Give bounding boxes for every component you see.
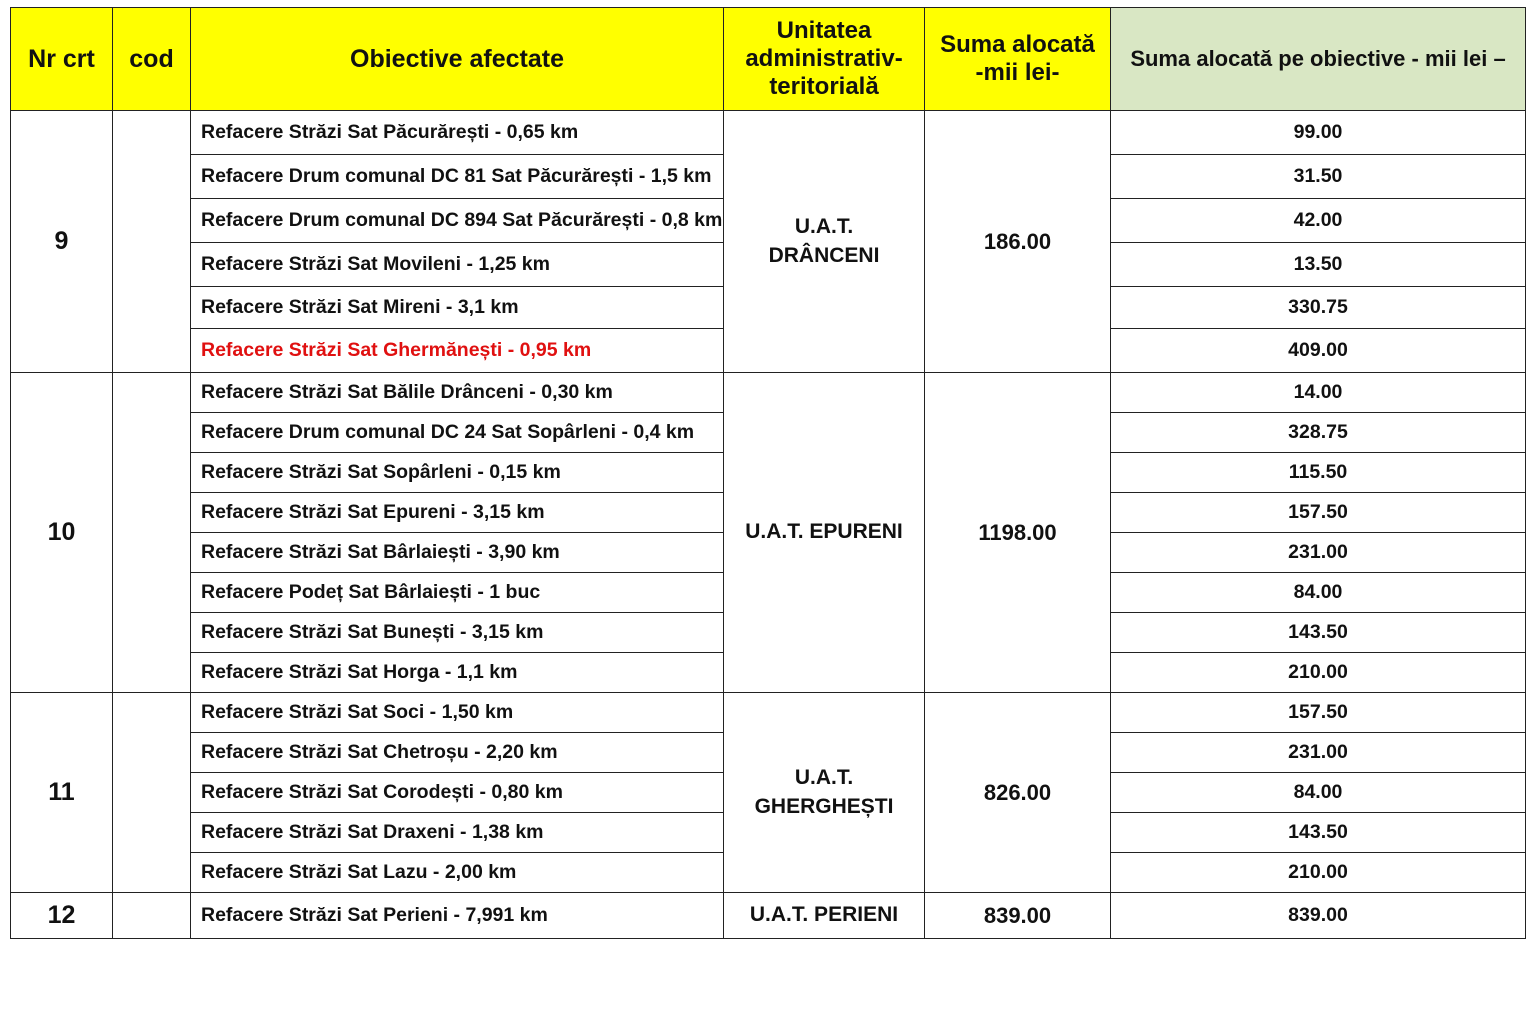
- amount-cell: 157.50: [1111, 493, 1526, 533]
- header-suma-alocata: [925, 8, 1111, 111]
- objective-cell: Refacere Străzi Sat Horga - 1,1 km: [191, 653, 724, 693]
- amount-cell: 13.50: [1111, 243, 1526, 287]
- objective-cell: Refacere Străzi Sat Movileni - 1,25 km: [191, 243, 724, 287]
- table-row: [11, 693, 1526, 733]
- allocation-table: [10, 7, 1526, 939]
- objective-cell: Refacere Străzi Sat Lazu - 2,00 km: [191, 853, 724, 893]
- cod-cell: [113, 693, 191, 893]
- objective-cell: Refacere Străzi Sat Chetroșu - 2,20 km: [191, 733, 724, 773]
- objective-cell: Refacere Străzi Sat Draxeni - 1,38 km: [191, 813, 724, 853]
- objective-cell: Refacere Străzi Sat Bârlaiești - 3,90 km: [191, 533, 724, 573]
- amount-cell: 115.50: [1111, 453, 1526, 493]
- amount-cell: 839.00: [1111, 893, 1526, 939]
- objective-cell: Refacere Drum comunal DC 894 Sat Păcurărești - 0,8 km: [191, 199, 724, 243]
- objective-cell: Refacere Străzi Sat Sopârleni - 0,15 km: [191, 453, 724, 493]
- objective-cell: Refacere Străzi Sat Soci - 1,50 km: [191, 693, 724, 733]
- objective-cell: Refacere Străzi Sat Corodești - 0,80 km: [191, 773, 724, 813]
- uat-line1: U.A.T.: [794, 215, 854, 239]
- header-uat-line3: teritorială: [769, 73, 879, 101]
- objective-cell: Refacere Străzi Sat Perieni - 7,991 km: [191, 893, 724, 939]
- uat-cell: U.A.T. PERIENI: [724, 893, 925, 939]
- uat-line2: GHERGHEȘTI: [754, 794, 894, 818]
- objective-cell: Refacere Străzi Sat Bunești - 3,15 km: [191, 613, 724, 653]
- objective-cell: Refacere Drum comunal DC 81 Sat Păcurărești - 1,5 km: [191, 155, 724, 199]
- total-cell: 826.00: [925, 693, 1111, 893]
- cod-cell: [113, 373, 191, 693]
- header-suma-obiective: Suma alocată pe obiective - mii lei –: [1111, 8, 1526, 111]
- uat-line1: U.A.T.: [794, 766, 854, 790]
- header-nr-crt: Nr crt: [11, 8, 113, 111]
- amount-cell: 157.50: [1111, 693, 1526, 733]
- header-suma-line2: -mii lei-: [975, 59, 1060, 86]
- header-suma-line1: Suma alocată: [940, 30, 1095, 58]
- header-cod: cod: [113, 8, 191, 111]
- uat-cell: [724, 111, 925, 373]
- amount-cell: 231.00: [1111, 733, 1526, 773]
- total-cell: 1198.00: [925, 373, 1111, 693]
- objective-cell-highlighted: Refacere Străzi Sat Ghermănești - 0,95 km: [191, 329, 724, 373]
- table-header-row: [11, 8, 1526, 111]
- amount-cell: 42.00: [1111, 199, 1526, 243]
- table-row: [11, 373, 1526, 413]
- nr-crt-cell: 9: [11, 111, 113, 373]
- objective-cell: Refacere Străzi Sat Păcurărești - 0,65 km: [191, 111, 724, 155]
- header-uat-line2: administrativ-: [745, 44, 903, 72]
- amount-cell: 143.50: [1111, 813, 1526, 853]
- header-uat: [724, 8, 925, 111]
- objective-cell: Refacere Străzi Sat Mireni - 3,1 km: [191, 287, 724, 329]
- amount-cell: 409.00: [1111, 329, 1526, 373]
- amount-cell: 143.50: [1111, 613, 1526, 653]
- amount-cell: 99.00: [1111, 111, 1526, 155]
- objective-cell: Refacere Străzi Sat Epureni - 3,15 km: [191, 493, 724, 533]
- nr-crt-cell: 11: [11, 693, 113, 893]
- table-row: [11, 893, 1526, 939]
- objective-cell: Refacere Drum comunal DC 24 Sat Sopârleni - 0,4 km: [191, 413, 724, 453]
- amount-cell: 31.50: [1111, 155, 1526, 199]
- amount-cell: 330.75: [1111, 287, 1526, 329]
- amount-cell: 210.00: [1111, 653, 1526, 693]
- uat-cell: U.A.T. EPURENI: [724, 373, 925, 693]
- amount-cell: 84.00: [1111, 773, 1526, 813]
- nr-crt-cell: 10: [11, 373, 113, 693]
- nr-crt-cell: 12: [11, 893, 113, 939]
- amount-cell: 14.00: [1111, 373, 1526, 413]
- amount-cell: 210.00: [1111, 853, 1526, 893]
- uat-line2: DRÂNCENI: [768, 243, 880, 267]
- amount-cell: 328.75: [1111, 413, 1526, 453]
- amount-cell: 84.00: [1111, 573, 1526, 613]
- objective-cell: Refacere Podeț Sat Bârlaiești - 1 buc: [191, 573, 724, 613]
- cod-cell: [113, 111, 191, 373]
- amount-cell: 231.00: [1111, 533, 1526, 573]
- table-row: [11, 111, 1526, 155]
- total-cell: 839.00: [925, 893, 1111, 939]
- header-obiective: Obiective afectate: [191, 8, 724, 111]
- total-cell: 186.00: [925, 111, 1111, 373]
- uat-cell: [724, 693, 925, 893]
- header-uat-line1: Unitatea: [776, 16, 872, 44]
- objective-cell: Refacere Străzi Sat Bălile Drânceni - 0,30 km: [191, 373, 724, 413]
- cod-cell: [113, 893, 191, 939]
